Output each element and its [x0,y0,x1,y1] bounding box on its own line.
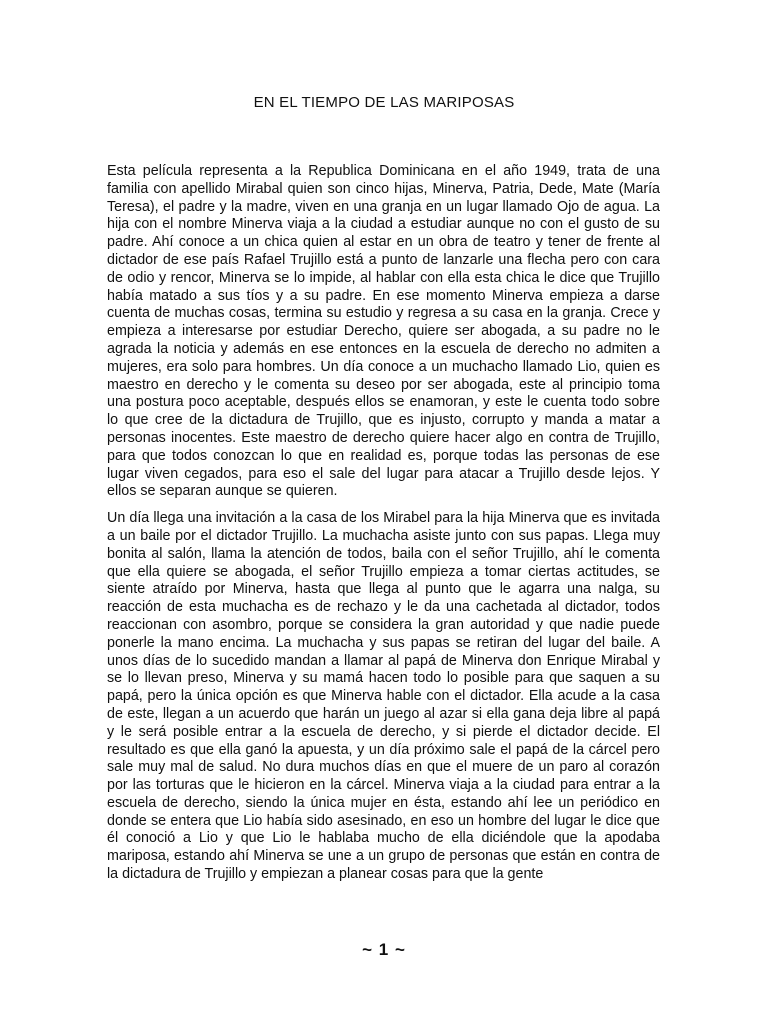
paragraph-2: Un día llega una invitación a la casa de los Mirabel para la hija Minerva que es invitada a un baile por el dictador Trujillo. La muchacha asiste junto con sus papas. Llega muy bonita al salón, llama la atención de todos, baila con el señor Trujillo, ahí le comenta que ella quiere se abogada, el señor Trujillo empieza a tomar ciertas actitudes, se siente atraído por Minerva, hasta que llega al punto que le agarra una nalga, su reacción de esta muchacha es de rechazo y le da una cachetada al dictador, todos reaccionan con asombro, porque se considera la gran autoridad y que nadie puede ponerle la mano encima. La muchacha y sus papas se retiran del lugar del baile. A unos días de lo sucedido mandan a llamar al papá de Minerva don Enrique Mirabal y se lo llevan preso, Minerva y su mamá hacen todo lo posible para que saquen a su papá, pero la única opción es que Minerva hable con el dictador. Ella acude a la casa de este, llegan a un acuerdo que harán un juego al azar si ella gana deja libre al papá y le será posible entrar a la escuela de derecho, y si pierde el dictador decide. El resultado es que ella ganó la apuesta, y un día próximo sale el papá de la cárcel pero sale muy mal de salud. No dura muchos días en que el muere de un paro al corazón por las torturas que le hicieron en la cárcel. Minerva viaja a la ciudad para entrar a la escuela de derecho, siendo la única mujer en ésta, estando ahí lee un periódico en donde se entera que Lio había sido asesinado, en eso un hombre del lugar le dice que él conoció a Lio y que Lio le hablaba mucho de ella diciéndole que la apodaba mariposa, estando ahí Minerva se une a un grupo de personas que están en contra de la dictadura de Trujillo y empiezan a planear cosas para que la gente [107,510,660,883]
document-body [107,163,660,884]
document-title: EN EL TIEMPO DE LAS MARIPOSAS [253,94,515,111]
paragraph-1: Esta película representa a la Republica Dominicana en el año 1949, trata de una familia con apellido Mirabal quien son cinco hijas, Minerva, Patria, Dede, Mate (María Teresa), el padre y la madre, viven en una granja en un lugar llamado Ojo de agua. La hija con el nombre Minerva viaja a la ciudad a estudiar aunque no con el gusto de su padre. Ahí conoce a un chica quien al estar en un obra de teatro y tener de frente al dictador de ese país Rafael Trujillo está a punto de lanzarle una flecha pero con cara de odio y rencor, Minerva se lo impide, al hablar con ella esta chica le dice que Trujillo había matado a sus tíos y a su padre. En ese momento Minerva empieza a darse cuenta de muchas cosas, termina su estudio y regresa a su casa en la granja. Crece y empieza a interesarse por estudiar Derecho, quiere ser abogada, a su padre no le agrada la noticia y además en ese entonces en la escuela de derecho no admiten a mujeres, era solo para hombres. Un día conoce a un muchacho llamado Lio, quien es maestro en derecho y le comenta su deseo por ser abogada, este al principio toma una postura poco aceptable, después ellos se enamoran, y este le cuenta todo sobre lo que cree de la dictadura de Trujillo, que es injusto, corrupto y manda a matar a personas inocentes. Este maestro de derecho quiere hacer algo en contra de Trujillo, para que todos conozcan lo que en realidad es, porque todas las personas de ese lugar viven cegados, para eso el sale del lugar para atacar a Trujillo desde lejos. Y ellos se separan aunque se quieren. [107,163,660,500]
page-number: ~ 1 ~ [362,940,406,959]
